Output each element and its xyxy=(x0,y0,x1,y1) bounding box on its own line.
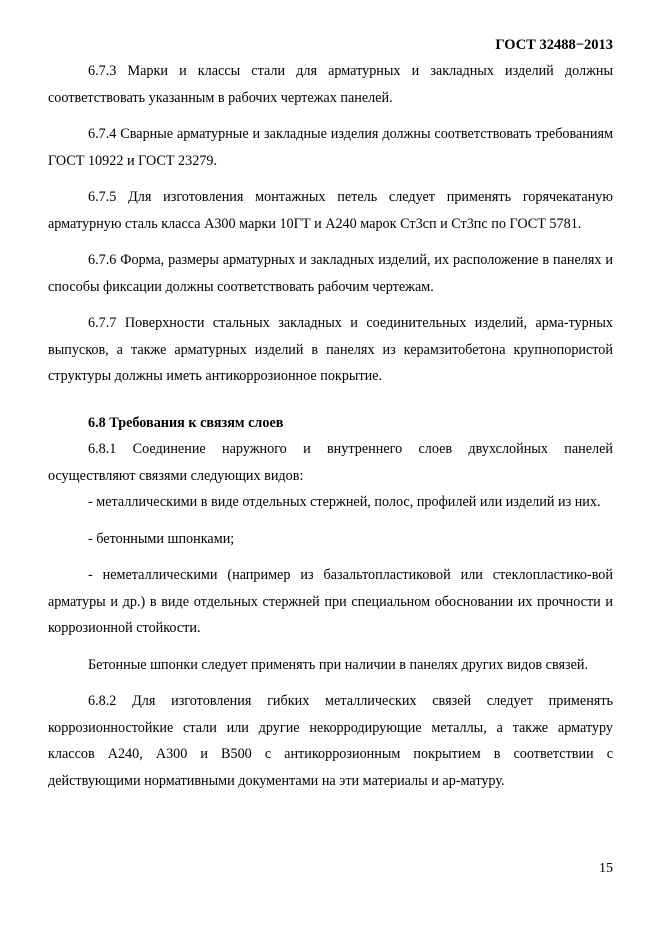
document-body xyxy=(48,58,613,794)
list-item-concrete-keys: - бетонными шпонками; xyxy=(88,530,235,547)
paragraph-6-8-1: 6.8.1 Соединение наружного и внутреннего слоев двухслойных панелей осуществляют связями следующих видов: xyxy=(48,441,613,484)
paragraph-6-7-4: 6.7.4 Сварные арматурные и закладные изделия должны соответствовать требованиям ГОСТ 10922 и ГОСТ 23279. xyxy=(48,126,613,169)
list-item-metallic: - металлическими в виде отдельных стержней, полос, профилей или изделий из них. xyxy=(88,494,601,510)
page-number: 15 xyxy=(599,861,613,876)
paragraph-concrete-keys-note: Бетонные шпонки следует применять при наличии в панелях других видов связей. xyxy=(88,656,589,673)
document-header: ГОСТ 32488−2013 xyxy=(495,37,613,53)
paragraph-6-7-5: 6.7.5 Для изготовления монтажных петель следует применять горячекатаную арматурную сталь класса А300 марки 10ГТ и А240 марок Ст3сп и Ст3пс по ГОСТ 5781. xyxy=(48,189,613,232)
paragraph-6-8-2: 6.8.2 Для изготовления гибких металлических связей следует применять коррозионностойкие стали или другие некорродирующие металлы, а также арматуру классов А240, А300 и В500 с антикоррозионным покрытием в соответствии с действующими нормативными документами на эти материалы и ар-матуру. xyxy=(48,693,613,789)
section-title-6-8: 6.8 Требования к связям слоев xyxy=(88,414,284,431)
paragraph-6-7-7: 6.7.7 Поверхности стальных закладных и соединительных изделий, арма-турных выпусков, а также арматурных изделий в панелях из керамзитобетона крупнопористой структуры должны иметь антикоррозионное покрытие. xyxy=(48,315,613,384)
paragraph-6-7-6: 6.7.6 Форма, размеры арматурных и закладных изделий, их расположение в панелях и способы фиксации должны соответствовать рабочим чертежам. xyxy=(48,252,613,295)
paragraph-6-7-3: 6.7.3 Марки и классы стали для арматурных и закладных изделий должны соответствовать указанным в рабочих чертежах панелей. xyxy=(48,63,613,106)
list-item-nonmetallic: - неметаллическими (например из базальтопластиковой или стеклопластико-вой арматуры и др.) в виде отдельных стержней при специальном обосновании их прочности и коррозионной стойкости. xyxy=(48,567,613,636)
